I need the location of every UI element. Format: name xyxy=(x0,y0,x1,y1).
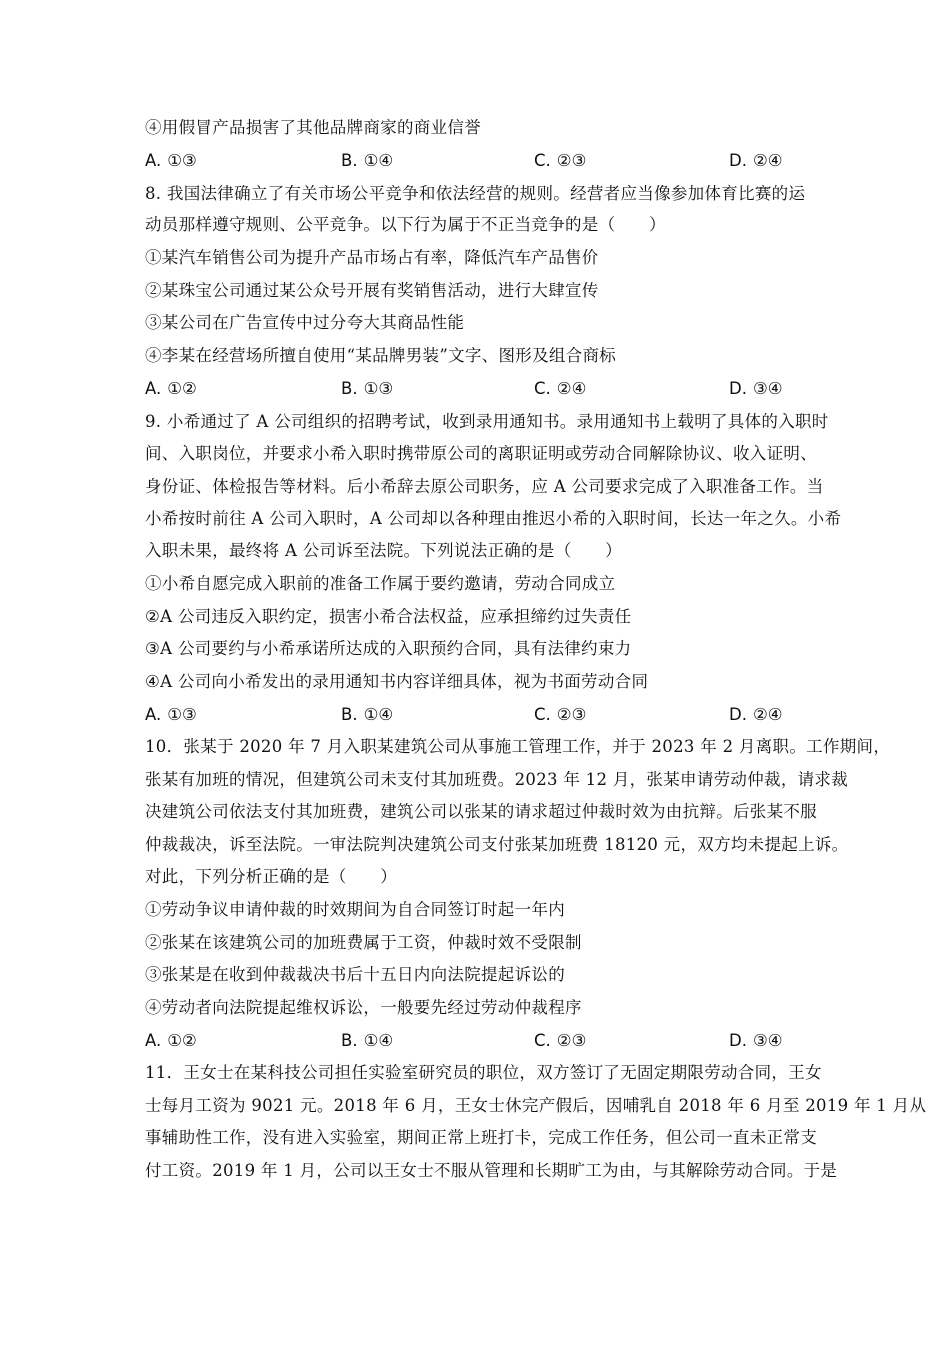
q8-option-2: ②某珠宝公司通过某公众号开展有奖销售活动，进行大肆宣传 xyxy=(145,281,599,300)
choice-value: ②③ xyxy=(556,705,587,724)
choice-value: ①④ xyxy=(363,151,394,170)
q8-option-1: ①某汽车销售公司为提升产品市场占有率，降低汽车产品售价 xyxy=(145,248,599,267)
q8-answer-options xyxy=(145,378,845,400)
choice-letter: D. xyxy=(729,379,747,398)
q10-option-3: ③张某是在收到仲裁裁决书后十五日内向法院提起诉讼的 xyxy=(145,965,565,984)
choice-value: ②④ xyxy=(752,151,783,170)
q9-option-1: ①小希自愿完成入职前的准备工作属于要约邀请，劳动合同成立 xyxy=(145,574,616,593)
q11-stem-line: 士每月工资为 9021 元。2018 年 6 月，王女士休完产假后，因哺乳自 2018 年 6 月至 2019 年 1 月从 xyxy=(145,1096,927,1115)
q7-answer-options xyxy=(145,150,845,172)
q9-option-4: ④A 公司向小希发出的录用通知书内容详细具体，视为书面劳动合同 xyxy=(145,672,649,691)
choice-letter: C. xyxy=(534,151,551,170)
choice-a[interactable] xyxy=(145,1030,197,1052)
choice-value: ①② xyxy=(167,1031,197,1050)
q10-option-2: ②张某在该建筑公司的加班费属于工资，仲裁时效不受限制 xyxy=(145,933,582,952)
q9-answer-options xyxy=(145,704,845,726)
choice-value: ②④ xyxy=(752,705,783,724)
q8-option-3: ③某公司在广告宣传中过分夸大其商品性能 xyxy=(145,313,465,332)
choice-value: ③④ xyxy=(752,1031,783,1050)
choice-b[interactable] xyxy=(341,378,393,400)
q8-stem-line: 动员那样遵守规则、公平竞争。以下行为属于不正当竞争的是（ ） xyxy=(145,215,666,234)
q9-option-2: ②A 公司违反入职约定，损害小希合法权益，应承担缔约过失责任 xyxy=(145,607,632,626)
choice-letter: C. xyxy=(534,1031,551,1050)
q10-stem-line: 张某有加班的情况，但建筑公司未支付其加班费。2023 年 12 月，张某申请劳动仲裁，请求裁 xyxy=(145,770,849,789)
choice-c[interactable] xyxy=(534,150,586,172)
choice-letter: A. xyxy=(145,1031,162,1050)
q8-stem-line: 8. 我国法律确立了有关市场公平竞争和依法经营的规则。经营者应当像参加体育比赛的运 xyxy=(145,184,806,203)
choice-letter: B. xyxy=(341,1031,358,1050)
choice-letter: A. xyxy=(145,379,162,398)
choice-value: ②④ xyxy=(556,379,587,398)
q9-stem-line: 入职未果，最终将 A 公司诉至法院。下列说法正确的是（ ） xyxy=(145,541,622,560)
choice-letter: D. xyxy=(729,705,747,724)
q9-stem-line: 身份证、体检报告等材料。后小希辞去原公司职务，应 A 公司要求完成了入职准备工作。当 xyxy=(145,477,824,496)
choice-a[interactable] xyxy=(145,150,197,172)
choice-value: ②③ xyxy=(556,1031,587,1050)
choice-letter: B. xyxy=(341,705,358,724)
choice-d[interactable] xyxy=(729,378,783,400)
choice-b[interactable] xyxy=(341,704,393,726)
choice-b[interactable] xyxy=(341,1030,393,1052)
choice-letter: A. xyxy=(145,705,162,724)
choice-d[interactable] xyxy=(729,150,783,172)
q11-stem-line: 付工资。2019 年 1 月，公司以王女士不服从管理和长期旷工为由，与其解除劳动合同。于是 xyxy=(145,1161,838,1180)
choice-letter: B. xyxy=(341,379,358,398)
choice-value: ①③ xyxy=(363,379,394,398)
choice-letter: D. xyxy=(729,151,747,170)
choice-c[interactable] xyxy=(534,1030,586,1052)
choice-letter: C. xyxy=(534,705,551,724)
q10-stem-line: 对此，下列分析正确的是（ ） xyxy=(145,867,397,886)
q10-option-1: ①劳动争议申请仲裁的时效期间为自合同签订时起一年内 xyxy=(145,900,565,919)
choice-d[interactable] xyxy=(729,1030,783,1052)
choice-value: ③④ xyxy=(752,379,783,398)
q10-stem-line: 仲裁裁决，诉至法院。一审法院判决建筑公司支付张某加班费 18120 元，双方均未提起上诉。 xyxy=(145,835,849,854)
choice-value: ①② xyxy=(167,379,197,398)
choice-value: ①④ xyxy=(363,1031,394,1050)
choice-d[interactable] xyxy=(729,704,783,726)
q9-stem-line: 间、入职岗位，并要求小希入职时携带原公司的离职证明或劳动合同解除协议、收入证明、 xyxy=(145,444,817,463)
q10-stem-line: 10．张某于 2020 年 7 月入职某建筑公司从事施工管理工作，并于 2023 年 2 月离职。工作期间， xyxy=(145,737,891,756)
q9-option-3: ③A 公司要约与小希承诺所达成的入职预约合同，具有法律约束力 xyxy=(145,639,632,658)
choice-b[interactable] xyxy=(341,150,393,172)
choice-a[interactable] xyxy=(145,704,197,726)
choice-a[interactable] xyxy=(145,378,197,400)
q8-option-4: ④李某在经营场所擅自使用“某品牌男装”文字、图形及组合商标 xyxy=(145,346,617,365)
choice-value: ②③ xyxy=(556,151,587,170)
q10-option-4: ④劳动者向法院提起维权诉讼，一般要先经过劳动仲裁程序 xyxy=(145,998,582,1017)
choice-c[interactable] xyxy=(534,704,586,726)
q9-stem-line: 小希按时前往 A 公司入职时，A 公司却以各种理由推迟小希的入职时间，长达一年之久。小希 xyxy=(145,509,842,528)
q10-answer-options xyxy=(145,1030,845,1052)
choice-value: ①④ xyxy=(363,705,394,724)
choice-value: ①③ xyxy=(167,705,197,724)
q7-option-4: ④用假冒产品损害了其他品牌商家的商业信誉 xyxy=(145,118,481,137)
choice-value: ①③ xyxy=(167,151,197,170)
choice-letter: A. xyxy=(145,151,162,170)
q10-stem-line: 决建筑公司依法支付其加班费，建筑公司以张某的请求超过仲裁时效为由抗辩。后张某不服 xyxy=(145,802,817,821)
choice-letter: B. xyxy=(341,151,358,170)
choice-c[interactable] xyxy=(534,378,586,400)
choice-letter: D. xyxy=(729,1031,747,1050)
q9-stem-line: 9. 小希通过了 A 公司组织的招聘考试，收到录用通知书。录用通知书上载明了具体的入职时 xyxy=(145,412,829,431)
q11-stem-line: 11．王女士在某科技公司担任实验室研究员的职位，双方签订了无固定期限劳动合同，王女 xyxy=(145,1063,822,1082)
choice-letter: C. xyxy=(534,379,551,398)
q11-stem-line: 事辅助性工作，没有进入实验室，期间正常上班打卡，完成工作任务，但公司一直未正常支 xyxy=(145,1128,817,1147)
